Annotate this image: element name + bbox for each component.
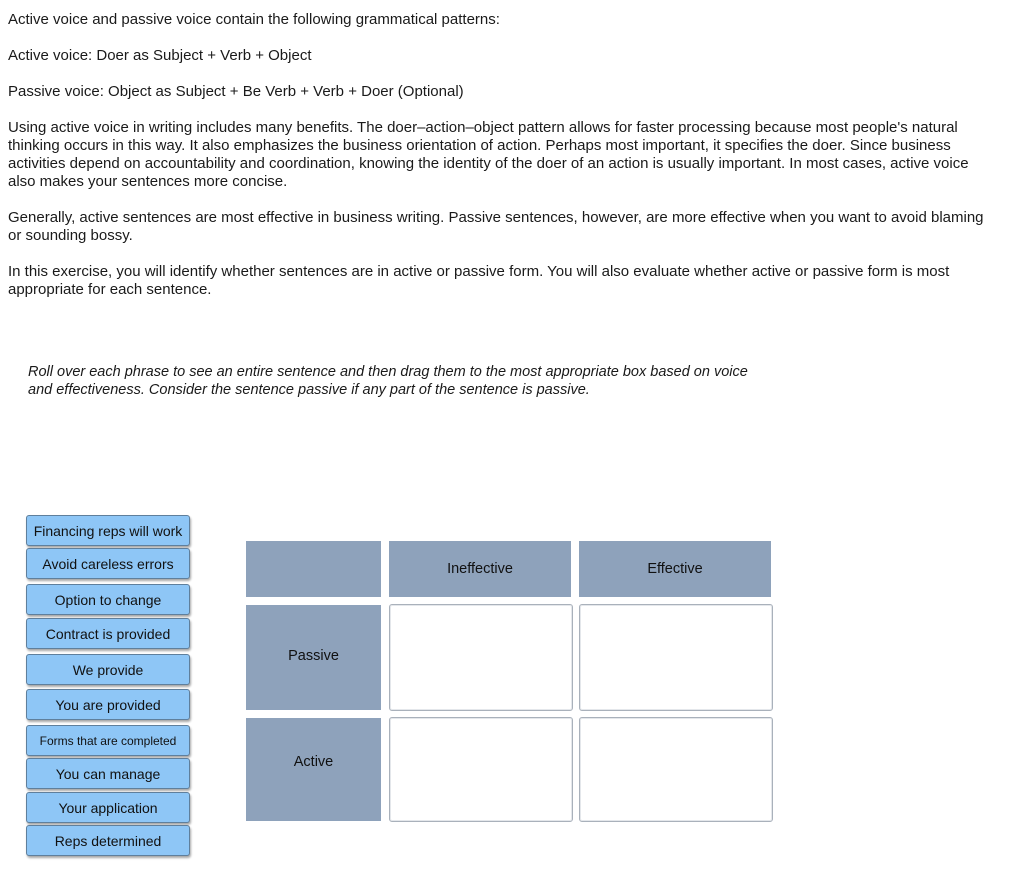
drag-item-reps-determined[interactable]: Reps determined (26, 825, 190, 856)
intro-paragraph-passive-pattern: Passive voice: Object as Subject + Be Verb + Verb + Doer (Optional) (8, 83, 464, 100)
drag-item-you-are-provided[interactable]: You are provided (26, 689, 190, 720)
intro-paragraph-benefits: Using active voice in writing includes many benefits. The doer–action–object pattern allows for faster processing because most people's natural thinking occurs in this way. It also emphasizes the business orientation of action. Perhaps most important, it specifies the doer. Since business activities depend on accountability and coordination, knowing the identity of the doer of an action is usually important. In most cases, active voice also makes your sentences more concise. (8, 119, 969, 190)
intro-paragraph-patterns: Active voice and passive voice contain the following grammatical patterns: (8, 11, 500, 28)
drag-item-forms-completed[interactable]: Forms that are completed (26, 725, 190, 756)
intro-text (8, 11, 998, 317)
drag-item-option-to-change[interactable]: Option to change (26, 584, 190, 615)
drop-box-active-effective[interactable] (579, 717, 773, 822)
drag-item-you-can-manage[interactable]: You can manage (26, 758, 190, 789)
drag-item-financing-reps[interactable]: Financing reps will work (26, 515, 190, 546)
intro-paragraph-active-pattern: Active voice: Doer as Subject + Verb + Object (8, 47, 312, 64)
drag-item-contract-provided[interactable]: Contract is provided (26, 618, 190, 649)
grid-corner-header (246, 541, 381, 597)
intro-paragraph-exercise: In this exercise, you will identify whether sentences are in active or passive form. You will also evaluate whether active or passive form is most appropriate for each sentence. (8, 263, 950, 298)
drop-box-passive-ineffective[interactable] (389, 604, 573, 711)
drop-box-passive-effective[interactable] (579, 604, 773, 711)
row-label-passive: Passive (246, 605, 381, 710)
drag-instructions: Roll over each phrase to see an entire sentence and then drag them to the most appropriate box based on voice and effectiveness. Consider the sentence passive if any part of the sentence is passive. (28, 364, 748, 398)
drop-box-active-ineffective[interactable] (389, 717, 573, 822)
column-header-ineffective: Ineffective (389, 541, 571, 597)
drag-item-avoid-errors[interactable]: Avoid careless errors (26, 548, 190, 579)
row-label-active: Active (246, 718, 381, 821)
intro-paragraph-effectiveness: Generally, active sentences are most effective in business writing. Passive sentences, however, are more effective when you want to avoid blaming or sounding bossy. (8, 209, 984, 244)
drag-item-your-application[interactable]: Your application (26, 792, 190, 823)
drag-item-we-provide[interactable]: We provide (26, 654, 190, 685)
column-header-effective: Effective (579, 541, 771, 597)
